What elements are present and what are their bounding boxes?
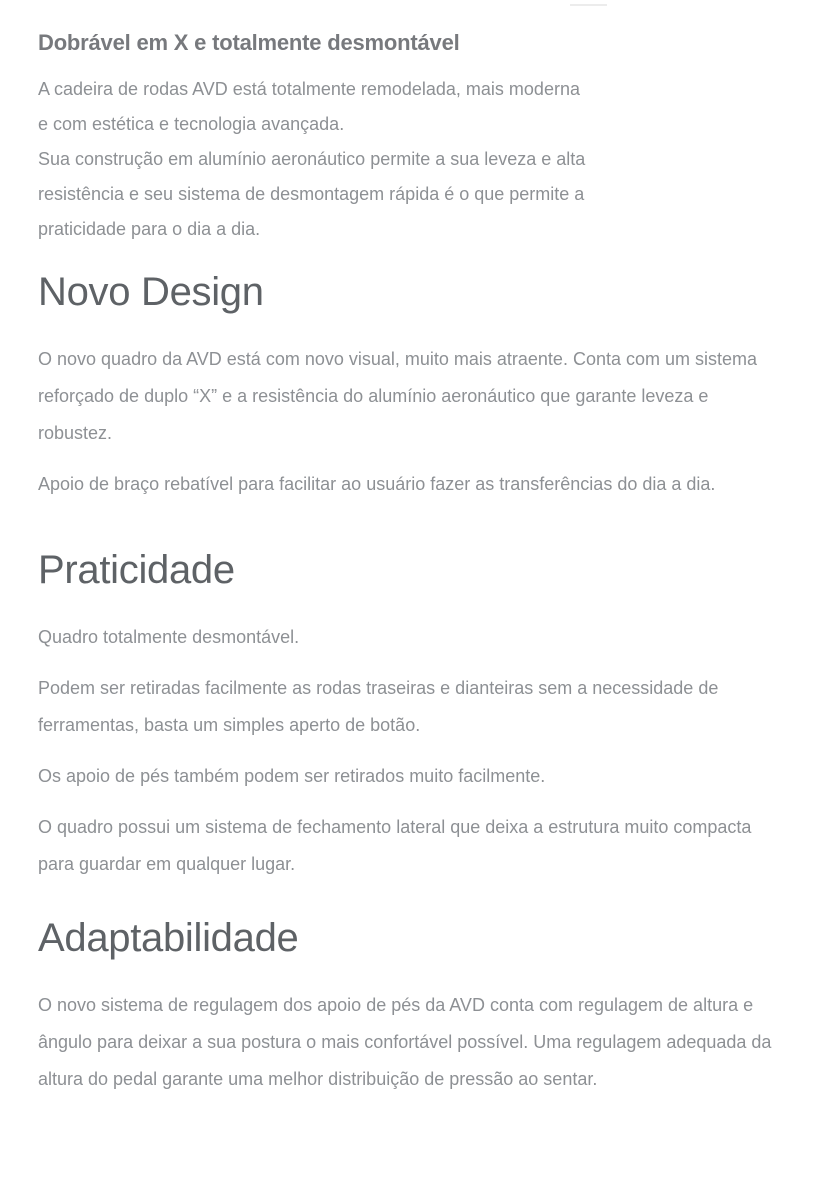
- paragraph: Apoio de braço rebatível para facilitar ao usuário fazer as transferências do dia a dia.: [38, 474, 716, 494]
- section-foldable-heading: Dobrável em X e totalmente desmontável: [38, 30, 460, 55]
- section-praticidade-heading: Praticidade: [38, 548, 235, 592]
- paragraph: Sua construção em alumínio aeronáutico permite a sua leveza e alta resistência e seu sistema de desmontagem rápida é o que permite a praticidade para o dia a dia.: [38, 149, 586, 239]
- paragraph: A cadeira de rodas AVD está totalmente remodelada, mais moderna e com estética e tecnologia avançada.: [38, 79, 580, 134]
- section-adaptabilidade-heading: Adaptabilidade: [38, 916, 299, 960]
- top-divider: [570, 4, 607, 6]
- section-adaptabilidade: [38, 915, 791, 1098]
- paragraph: Podem ser retiradas facilmente as rodas traseiras e dianteiras sem a necessidade de ferramentas, basta um simples aperto de botão.: [38, 678, 719, 735]
- section-novo-design-heading: Novo Design: [38, 270, 264, 314]
- section-praticidade: [38, 547, 791, 883]
- paragraph: O novo quadro da AVD está com novo visual, muito mais atraente. Conta com um sistema reforçado de duplo “X” e a resistência do alumínio aeronáutico que garante leveza e robustez.: [38, 349, 758, 443]
- paragraph: O quadro possui um sistema de fechamento lateral que deixa a estrutura muito compacta para guardar em qualquer lugar.: [38, 817, 752, 874]
- section-foldable: [38, 28, 791, 247]
- paragraph: Os apoio de pés também podem ser retirados muito facilmente.: [38, 766, 546, 786]
- section-novo-design: [38, 269, 791, 503]
- paragraph: O novo sistema de regulagem dos apoio de pés da AVD conta com regulagem de altura e ângulo para deixar a sua postura o mais confortável possível. Uma regulagem adequada da altura do pedal garante uma melhor distribuição de pressão ao sentar.: [38, 995, 772, 1089]
- paragraph: Quadro totalmente desmontável.: [38, 627, 300, 647]
